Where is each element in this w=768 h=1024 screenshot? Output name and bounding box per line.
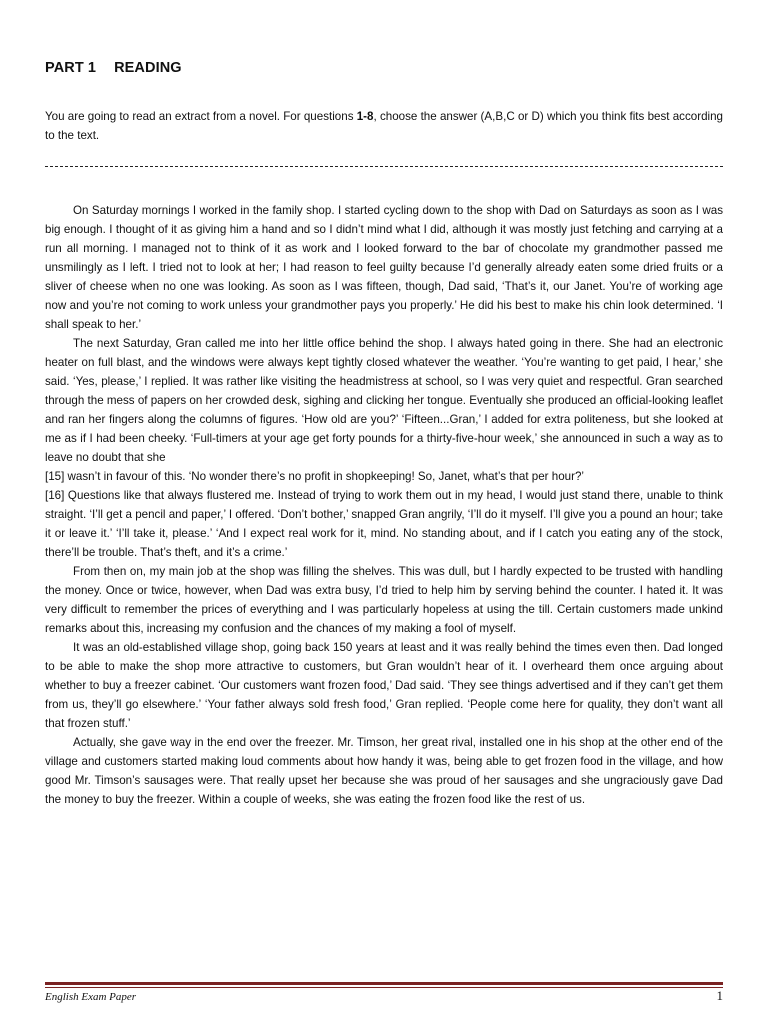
footer-rule-thin (45, 987, 723, 988)
passage-paragraph-1: On Saturday mornings I worked in the family shop. I started cycling down to the shop with Dad on Saturdays as soon as I was big enough. I thought of it as giving him a hand and so I didn’t mind what I did, although it was mostly just fetching and carrying at a run all morning. I managed not to think of it as work and I looked forward to the bar of chocolate my grandmother passed me unsmilingly as I left. I tried not to look at her; I had reason to feel guilty because I’d generally already eaten some dried fruits or a sliver of cheese when no one was looking. As soon as I was fifteen, though, Dad said, ‘That’s it, our Janet. You’re of working age now and you’re not coming to work unless your grandmother pays you properly.’ He did his best to make his chin look determined. ‘I shall speak to her.’ (45, 204, 723, 331)
part-number: PART 1 (45, 60, 97, 76)
part-title: READING (114, 60, 182, 76)
page-number: 1 (716, 988, 723, 1003)
footer-rule-thick (45, 982, 723, 985)
instructions-question-range: 1-8 (356, 110, 374, 123)
passage-paragraph-6: It was an old-established village shop, going back 150 years at least and it was really behind the times even then. Dad longed to be able to make the shop more attractive to customers, but Gran wouldn’t hear of it. I overheard them once arguing about whether to buy a freezer cabinet. ‘Our customers want frozen food,’ Dad said. ‘They see things advertised and if they can’t get them from us, they’ll go elsewhere.’ ‘Your father always sold fresh food,’ Gran replied. ‘People come here for quality, they don’t want all that frozen stuff.’ (45, 641, 723, 730)
passage-paragraph-4: [16] Questions like that always flustered me. Instead of trying to work them out in my head, I would just stand there, unable to think straight. ‘I’ll get a pencil and paper,’ I offered. ‘Don’t bother,’ snapped Gran angrily, ‘I’ll do it myself. I’ll give you a pound an hour; take it or leave it.’ ‘I’ll take it, please.’ ‘And I expect real work for it, mind. No standing about, and if I catch you eating any of the stock, there’ll be trouble. That’s theft, and it’s a crime.’ (45, 489, 723, 559)
instructions-text-after: , choose the answer (A,B,C or D) which you think fits best according to the text. (45, 110, 723, 142)
dashed-separator (45, 166, 723, 167)
footer-title: English Exam Paper (45, 991, 137, 1003)
reading-passage (45, 201, 723, 809)
passage-paragraph-2: The next Saturday, Gran called me into her little office behind the shop. I always hated going in there. She had an electronic heater on full blast, and the windows were always kept tightly closed whatever the weather. ‘You’re wanting to get paid, I hear,’ she said. ‘Yes, please,’ I replied. It was rather like visiting the headmistress at school, so I was very quiet and respectful. Gran searched through the mess of papers on her crowded desk, sighing and clicking her tongue. Eventually she produced an official-looking leaflet and ran her fingers along the columns of figures. ‘How old are you?’ ‘Fifteen...Gran,’ I added for extra politeness, but she looked at me as if I had been cheeky. ‘Full-timers at your age get forty pounds for a thirty-five-hour week,’ she announced in such a way as to leave no doubt that she (45, 337, 723, 464)
instructions-text-before: You are going to read an extract from a novel. For questions (45, 110, 357, 123)
instructions (45, 107, 723, 145)
section-heading (45, 60, 182, 76)
passage-paragraph-7: Actually, she gave way in the end over the freezer. Mr. Timson, her great rival, installed one in his shop at the other end of the village and customers started making loud comments about how handy it was, being able to get frozen food in the village, and how good Mr. Timson’s sausages were. That really upset her because she was proud of her sausages and she ungraciously gave Dad the money to buy the freezer. Within a couple of weeks, she was eating the frozen food like the rest of us. (45, 736, 723, 806)
passage-paragraph-3: [15] wasn’t in favour of this. ‘No wonder there’s no profit in shopkeeping! So, Janet, what’s that per hour?’ (45, 470, 584, 483)
passage-paragraph-5: From then on, my main job at the shop was filling the shelves. This was dull, but I hardly expected to be trusted with handling the money. Once or twice, however, when Dad was extra busy, I’d tried to help him by serving behind the counter. I hated it. It was very difficult to remember the prices of everything and I was particularly hopeless at using the till. Certain customers made unkind remarks about this, increasing my confusion and the chances of my making a fool of myself. (45, 565, 723, 635)
